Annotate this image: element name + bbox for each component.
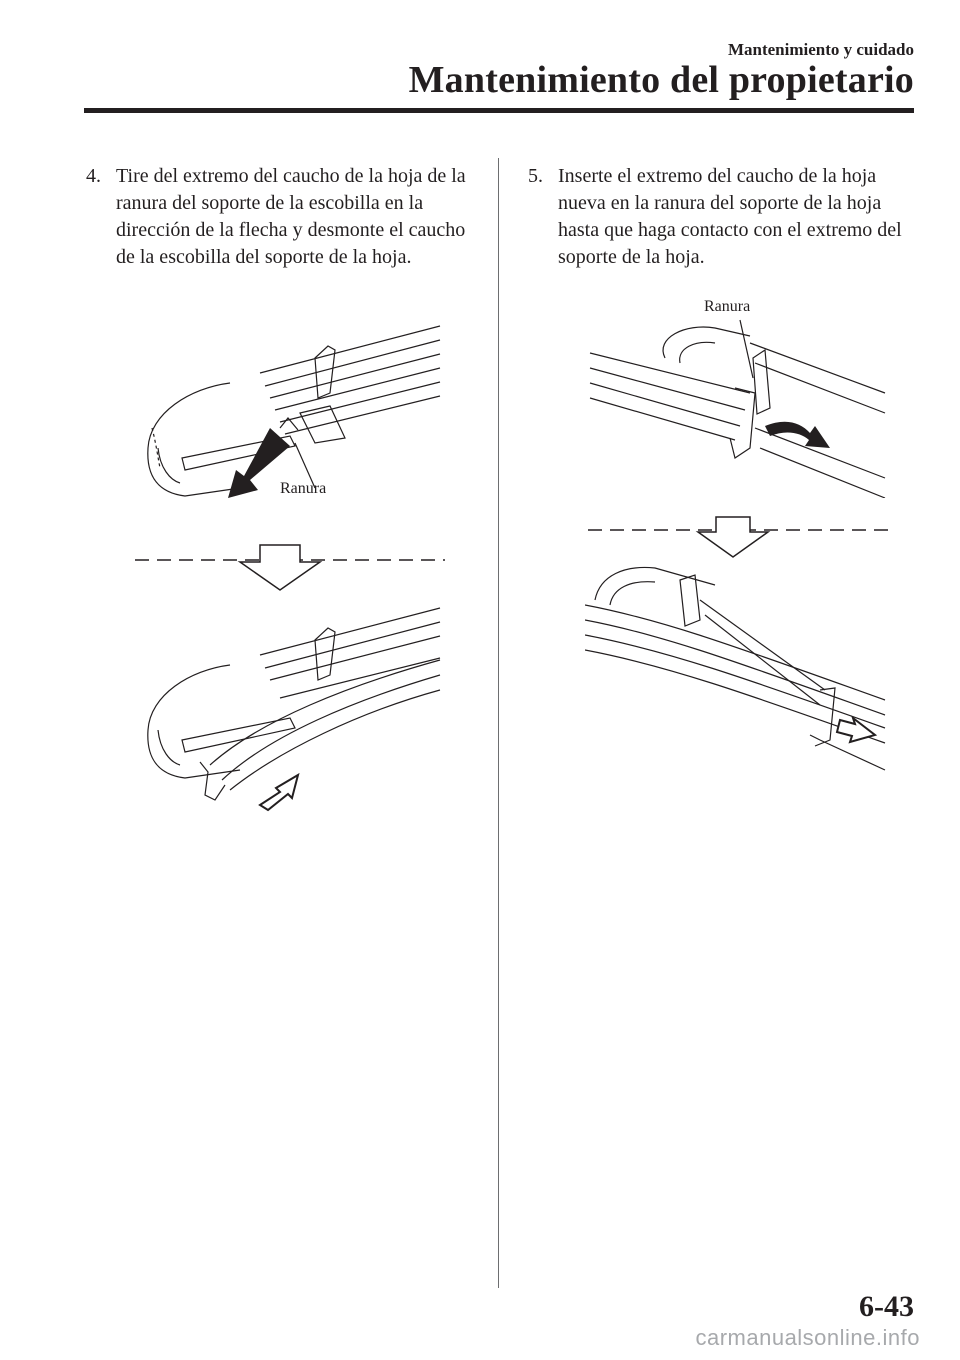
header-rule [84, 108, 914, 113]
wiper-figure-insert-bottom [585, 560, 890, 780]
page-title: Mantenimiento del propietario [408, 59, 914, 101]
wiper-figure-insert-top [585, 318, 890, 498]
step-text: Tire del extremo del caucho de la hoja de la ranura del soporte de la escobilla en la dirección de la flecha y desmonte el caucho de la escobilla del soporte de la hoja. [116, 165, 466, 268]
step-text: Inserte el extremo del caucho de la hoja nueva en la ranura del soporte de la hoja hasta que haga contacto con el extremo del soporte de la hoja. [558, 165, 902, 268]
step-number: 5. [528, 165, 543, 187]
step-4 [86, 163, 476, 271]
groove-callout-label: Ranura [704, 298, 751, 315]
sequence-separator-step5 [588, 512, 888, 567]
step-5 [528, 163, 906, 271]
column-divider [498, 158, 499, 1288]
page-number: 6-43 [859, 1290, 914, 1323]
watermark: carmanualsonline.info [695, 1325, 920, 1350]
step-number: 4. [86, 165, 101, 187]
sequence-separator-step4 [135, 540, 445, 595]
wiper-figure-remove-bottom [130, 600, 450, 815]
section-header: Mantenimiento y cuidado [727, 40, 914, 59]
groove-callout-label: Ranura [280, 480, 327, 497]
